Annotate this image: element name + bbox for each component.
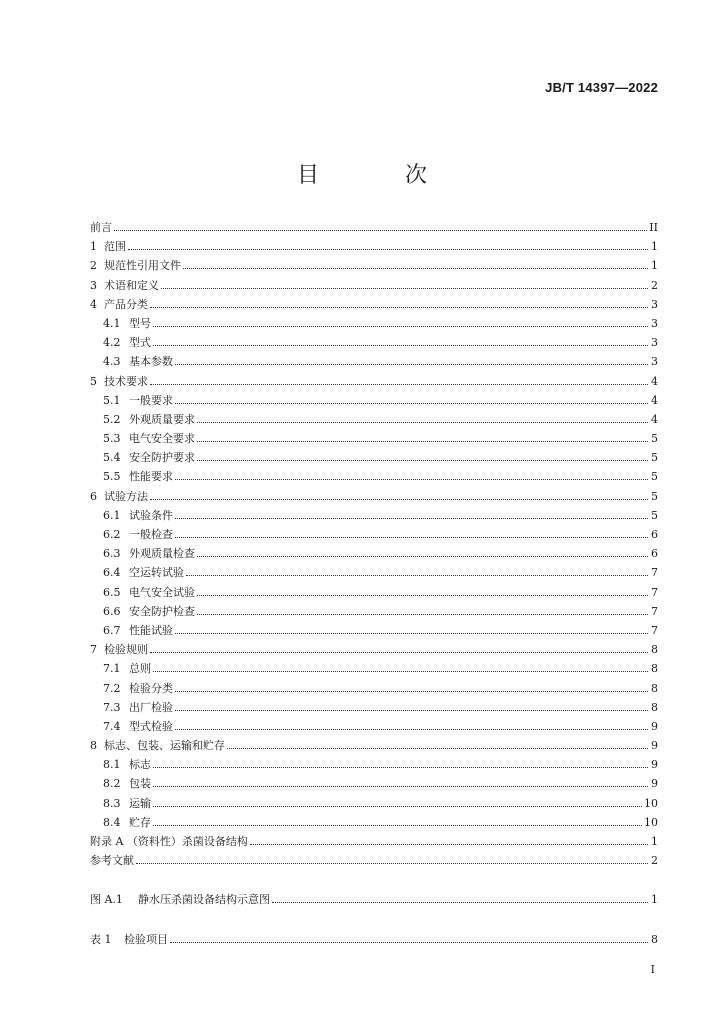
toc-entry-number: 1 bbox=[90, 240, 97, 254]
dot-leader bbox=[175, 728, 648, 730]
toc-entry-number: 4 bbox=[90, 297, 97, 311]
toc-entry-number: 6.1 bbox=[103, 508, 121, 522]
dot-leader bbox=[197, 421, 648, 423]
dot-leader bbox=[186, 574, 648, 576]
toc-entry-number: 7 bbox=[90, 643, 97, 657]
toc-entry-page: 9 bbox=[651, 777, 658, 791]
toc-entry-label: 参考文献 bbox=[90, 854, 134, 868]
dot-leader bbox=[150, 383, 648, 385]
table-title: 检验项目 bbox=[124, 932, 168, 946]
toc-entry[interactable] bbox=[90, 718, 658, 737]
toc-entry-label: 性能试验 bbox=[129, 623, 173, 637]
toc-entry-page: 3 bbox=[651, 316, 658, 330]
toc-entry-label: 附录 A （资料性）杀菌设备结构 bbox=[90, 835, 248, 848]
dot-leader bbox=[128, 248, 648, 250]
toc-entry-page: 6 bbox=[651, 547, 658, 561]
toc-entry-number: 6.4 bbox=[103, 566, 121, 580]
dot-leader bbox=[153, 344, 648, 346]
toc-entry-label: 标志、包装、运输和贮存 bbox=[104, 739, 225, 753]
toc-entry-label: 技术要求 bbox=[104, 374, 148, 388]
toc-entry[interactable] bbox=[90, 833, 658, 852]
toc-entry-page: 7 bbox=[651, 604, 658, 618]
toc-entry-label: 一般要求 bbox=[129, 393, 173, 407]
dot-leader bbox=[175, 402, 648, 404]
toc-entry[interactable] bbox=[90, 603, 658, 622]
table-list bbox=[90, 931, 658, 950]
table-page: 8 bbox=[651, 932, 658, 946]
toc-entry-label: 规范性引用文件 bbox=[104, 259, 181, 273]
toc-entry[interactable] bbox=[90, 411, 658, 430]
toc-entry-page: 7 bbox=[651, 585, 658, 599]
toc-entry-page: 2 bbox=[651, 278, 658, 292]
dot-leader bbox=[153, 766, 648, 768]
toc-entry[interactable] bbox=[90, 507, 658, 526]
toc-entry-number: 6.7 bbox=[103, 623, 121, 637]
toc-entry-page: 9 bbox=[651, 758, 658, 772]
toc-entry-page: 4 bbox=[651, 393, 658, 407]
toc-entry-label: 试验方法 bbox=[104, 489, 148, 503]
toc-entry-page: 8 bbox=[651, 681, 658, 695]
toc-entry-page: 5 bbox=[651, 508, 658, 522]
dot-leader bbox=[197, 594, 648, 596]
dot-leader bbox=[175, 632, 648, 634]
figure-page: 1 bbox=[651, 893, 658, 907]
toc-entry-page: 5 bbox=[651, 451, 658, 465]
toc-entry-label: 包装 bbox=[129, 777, 151, 791]
dot-leader bbox=[170, 941, 648, 943]
toc-entry-number: 7.2 bbox=[103, 681, 121, 695]
toc-entry-number: 5.4 bbox=[103, 451, 121, 465]
toc-entry-page: 1 bbox=[651, 240, 658, 254]
toc-entry-page: 8 bbox=[651, 700, 658, 714]
dot-leader bbox=[175, 709, 648, 711]
toc-entry-page: 8 bbox=[651, 643, 658, 657]
toc-entry-label: 空运转试验 bbox=[129, 566, 184, 580]
toc-entry[interactable] bbox=[90, 430, 658, 449]
toc-entry[interactable] bbox=[90, 545, 658, 564]
toc-entry[interactable] bbox=[90, 852, 658, 871]
toc-entry-label: 标志 bbox=[129, 758, 151, 772]
toc-entry-number: 8 bbox=[90, 739, 97, 753]
toc-entry-label: 电气安全试验 bbox=[129, 585, 195, 599]
toc-entry-page: 7 bbox=[651, 623, 658, 637]
toc-entry-number: 6.2 bbox=[103, 528, 121, 541]
toc-entry-label: 型式 bbox=[129, 336, 151, 350]
dot-leader bbox=[227, 747, 648, 749]
toc-entry-page: 4 bbox=[651, 412, 658, 426]
dot-leader bbox=[136, 862, 648, 864]
toc-entry[interactable] bbox=[90, 737, 658, 756]
dot-leader bbox=[153, 824, 642, 826]
toc-entry-number: 6.3 bbox=[103, 547, 121, 561]
toc-entry-page: 3 bbox=[651, 355, 658, 369]
toc-entry-label: 试验条件 bbox=[129, 508, 173, 522]
toc-entry-label: 一般检查 bbox=[129, 528, 173, 541]
toc-entry[interactable] bbox=[90, 775, 658, 794]
dot-leader bbox=[153, 805, 642, 807]
toc-entry[interactable] bbox=[90, 660, 658, 679]
toc-entry-label: 前言 bbox=[90, 221, 112, 234]
toc-entry-label: 基本参数 bbox=[129, 355, 173, 369]
page-number: I bbox=[650, 963, 655, 976]
toc-entry-page: 6 bbox=[651, 528, 658, 541]
toc-entry-page: 3 bbox=[651, 297, 658, 311]
toc-entry[interactable] bbox=[90, 641, 658, 660]
toc-entry[interactable] bbox=[90, 296, 658, 315]
toc-entry[interactable] bbox=[90, 584, 658, 603]
toc-entry-page: II bbox=[649, 221, 658, 234]
dot-leader bbox=[175, 517, 648, 519]
toc-entry[interactable] bbox=[90, 315, 658, 334]
toc-entry-number: 3 bbox=[90, 278, 97, 292]
dot-leader bbox=[153, 670, 648, 672]
toc-entry-number: 5 bbox=[90, 374, 97, 388]
toc-entry[interactable] bbox=[90, 488, 658, 507]
dot-leader bbox=[161, 287, 648, 289]
toc-entry-page: 1 bbox=[651, 835, 658, 848]
toc-entry[interactable] bbox=[90, 564, 658, 583]
table-number: 表 1 bbox=[90, 932, 112, 946]
toc-entry[interactable] bbox=[90, 814, 658, 833]
toc-entry-page: 3 bbox=[651, 336, 658, 350]
toc-entry-number: 8.4 bbox=[103, 815, 121, 829]
figure-list bbox=[90, 891, 658, 910]
dot-leader bbox=[150, 306, 648, 308]
toc-figure-entry[interactable] bbox=[90, 891, 658, 910]
toc-entry[interactable] bbox=[90, 257, 658, 276]
dot-leader bbox=[272, 901, 648, 903]
toc-entry-label: 贮存 bbox=[129, 815, 151, 829]
table-of-contents bbox=[90, 219, 658, 950]
toc-entry-number: 8.2 bbox=[103, 777, 121, 791]
toc-entry-number: 5.1 bbox=[103, 393, 121, 407]
toc-entry-label: 安全防护检查 bbox=[129, 604, 195, 618]
toc-entry-page: 5 bbox=[651, 432, 658, 446]
dot-leader bbox=[153, 785, 648, 787]
toc-entry[interactable] bbox=[90, 392, 658, 411]
dot-leader bbox=[250, 843, 648, 845]
toc-entry-number: 5.3 bbox=[103, 432, 121, 446]
toc-entry[interactable] bbox=[90, 449, 658, 468]
dot-leader bbox=[114, 229, 647, 231]
toc-entry-label: 电气安全要求 bbox=[129, 432, 195, 446]
toc-entry-number: 6 bbox=[90, 489, 97, 503]
toc-entry-label: 外观质量要求 bbox=[129, 412, 195, 426]
toc-entry-label: 型号 bbox=[129, 316, 151, 330]
dot-leader bbox=[150, 498, 648, 500]
toc-entry-label: 外观质量检查 bbox=[129, 547, 195, 561]
toc-entry[interactable] bbox=[90, 373, 658, 392]
dot-leader bbox=[183, 267, 648, 269]
toc-entry-number: 5.2 bbox=[103, 412, 121, 426]
figure-title: 静水压杀菌设备结构示意图 bbox=[138, 893, 270, 907]
toc-entry-page: 4 bbox=[651, 374, 658, 388]
toc-entry-number: 7.4 bbox=[103, 719, 121, 733]
toc-entry-page: 9 bbox=[651, 719, 658, 733]
toc-entry-page: 10 bbox=[644, 815, 658, 829]
toc-entry-label: 范围 bbox=[104, 240, 126, 254]
toc-entry-page: 1 bbox=[651, 259, 658, 273]
toc-entry[interactable] bbox=[90, 468, 658, 487]
toc-entry-page: 8 bbox=[651, 662, 658, 676]
toc-entry[interactable] bbox=[90, 795, 658, 814]
toc-entry-label: 运输 bbox=[129, 796, 151, 810]
toc-entry-label: 检验规则 bbox=[104, 643, 148, 657]
toc-entry-page: 10 bbox=[644, 796, 658, 810]
toc-entry[interactable] bbox=[90, 353, 658, 372]
dot-leader bbox=[175, 536, 648, 538]
toc-entry-label: 总则 bbox=[129, 662, 151, 676]
toc-entry-number: 2 bbox=[90, 259, 97, 273]
toc-entry-label: 产品分类 bbox=[104, 297, 148, 311]
toc-entry[interactable] bbox=[90, 277, 658, 296]
dot-leader bbox=[153, 325, 648, 327]
toc-entry-label: 出厂检验 bbox=[129, 700, 173, 714]
dot-leader bbox=[150, 651, 648, 653]
toc-entry-page: 2 bbox=[651, 854, 658, 868]
dot-leader bbox=[197, 459, 648, 461]
toc-entry-label: 术语和定义 bbox=[104, 278, 159, 292]
toc-entry[interactable] bbox=[90, 680, 658, 699]
dot-leader bbox=[175, 478, 648, 480]
dot-leader bbox=[197, 613, 648, 615]
toc-entry[interactable] bbox=[90, 756, 658, 775]
toc-entry-number: 4.3 bbox=[103, 355, 121, 369]
toc-entry-number: 8.3 bbox=[103, 796, 121, 810]
toc-entry[interactable] bbox=[90, 219, 658, 238]
toc-entry-number: 6.5 bbox=[103, 585, 121, 599]
toc-entry[interactable] bbox=[90, 238, 658, 257]
figure-number: 图 A.1 bbox=[90, 893, 123, 907]
toc-entry-number: 7.3 bbox=[103, 700, 121, 714]
toc-entry-page: 9 bbox=[651, 739, 658, 753]
page-title: 目 次 bbox=[296, 163, 459, 188]
toc-entry-page: 5 bbox=[651, 489, 658, 503]
toc-entry-number: 8.1 bbox=[103, 758, 121, 772]
toc-entry-number: 6.6 bbox=[103, 604, 121, 618]
standard-number: JB/T 14397—2022 bbox=[545, 80, 658, 95]
toc-entry-label: 型式检验 bbox=[129, 719, 173, 733]
toc-entry-page: 7 bbox=[651, 566, 658, 580]
dot-leader bbox=[175, 690, 648, 692]
toc-entry-number: 4.1 bbox=[103, 316, 121, 330]
toc-entry-number: 5.5 bbox=[103, 470, 121, 484]
toc-entry-number: 7.1 bbox=[103, 662, 121, 676]
dot-leader bbox=[197, 440, 648, 442]
toc-entry[interactable] bbox=[90, 526, 658, 545]
toc-entry-label: 检验分类 bbox=[129, 681, 173, 695]
toc-entry-number: 4.2 bbox=[103, 336, 121, 350]
toc-entry[interactable] bbox=[90, 699, 658, 718]
toc-entry[interactable] bbox=[90, 622, 658, 641]
toc-entries bbox=[90, 219, 658, 871]
toc-entry-label: 安全防护要求 bbox=[129, 451, 195, 465]
dot-leader bbox=[175, 363, 648, 365]
toc-entry[interactable] bbox=[90, 334, 658, 353]
toc-table-entry[interactable] bbox=[90, 931, 658, 950]
toc-entry-page: 5 bbox=[651, 470, 658, 484]
dot-leader bbox=[197, 555, 648, 557]
toc-entry-label: 性能要求 bbox=[129, 470, 173, 484]
